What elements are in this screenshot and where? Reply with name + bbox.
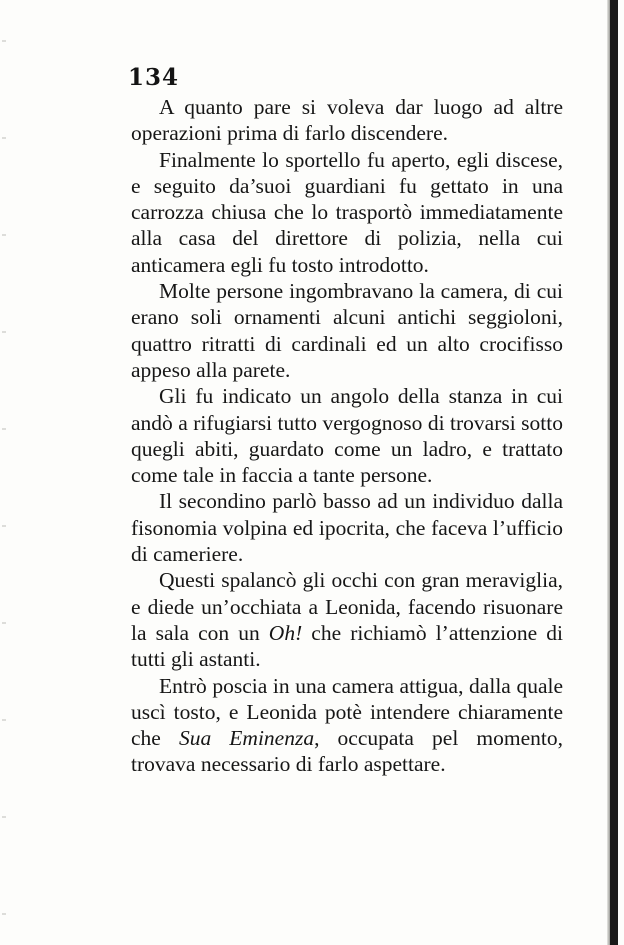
paragraph-2: Finalmente lo sportello fu aperto, egli discese, e seguito da’suoi guardiani fu gettato in una carrozza chiusa che lo trasportò immediatamente alla casa del direttore di polizia, nella cui anticamera egli fu tosto introdotto. <box>131 147 563 277</box>
paragraph-1: A quanto pare si voleva dar luogo ad altre operazioni prima di farlo discendere. <box>131 95 563 146</box>
paragraph-3: Molte persone ingombravano la camera, di cui erano soli ornamenti alcuni antichi seggioloni, quattro ritratti di cardinali ed un alto crocifisso appeso alla parete. <box>131 279 563 382</box>
title-sua-eminenza: Sua Eminenza <box>178 726 315 751</box>
paragraph-7: Entrò poscia in una camera attigua, dalla quale uscì tosto, e Leonida potè intendere chiaramente che Sua Eminenza, occupata pel momento, trovava necessario di farlo aspettare. <box>131 673 563 777</box>
binding-edge <box>610 0 618 945</box>
page-edge-specks <box>2 0 6 945</box>
paragraph-5: Il secondino parlò basso ad un individuo dalla fisonomia volpina ed ipocrita, che faceva l’ufficio di cameriere. <box>131 489 563 567</box>
exclamation-oh: Oh! <box>268 620 303 645</box>
text-body <box>131 94 563 778</box>
page-number: 134 <box>128 64 180 91</box>
paragraph-6: Questi spalancò gli occhi con gran meraviglia, e diede un’occhiata a Leonida, facendo risuonare la sala con un Oh! che richiamò l’attenzione di tutti gli astanti. <box>131 568 563 672</box>
paragraph-4: Gli fu indicato un angolo della stanza in cui andò a rifugiarsi tutto vergognoso di trovarsi sotto quegli abiti, guardato come un ladro, e trattato come tale in faccia a tante persone. <box>131 384 563 488</box>
